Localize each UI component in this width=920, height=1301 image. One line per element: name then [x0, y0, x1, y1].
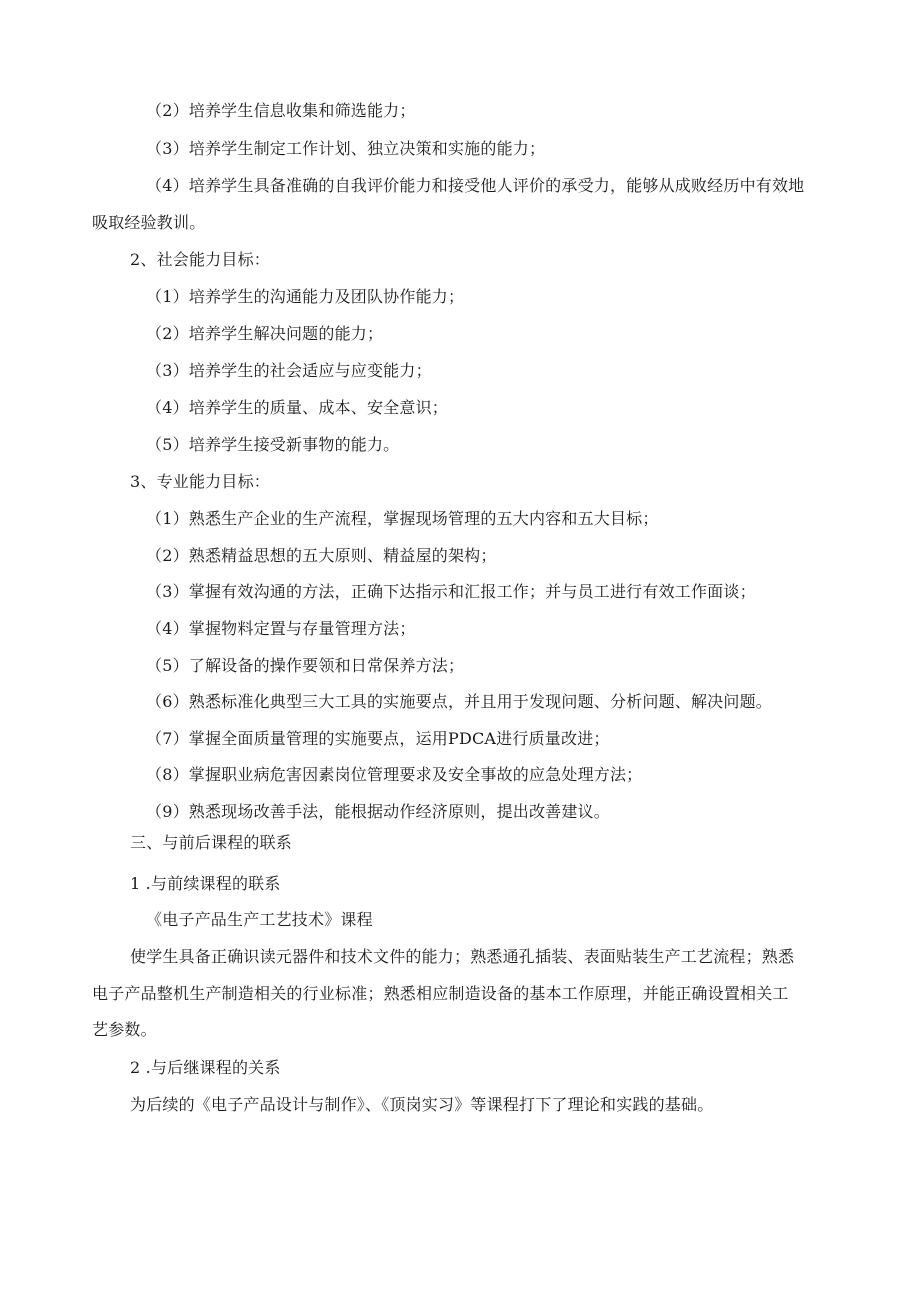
- professional-goal-9: （9）熟悉现场改善手法，能根据动作经济原则，提出改善建议。: [146, 802, 610, 821]
- professional-goals-heading: 3、专业能力目标：: [130, 472, 270, 491]
- professional-goal-6: （6）熟悉标准化典型三大工具的实施要点，并且用于发现问题、分析问题、解决问题。: [146, 692, 772, 711]
- professional-goal-1: （1）熟悉生产企业的生产流程，掌握现场管理的五大内容和五大目标；: [146, 509, 659, 528]
- method-goal-4: （4）培养学生具备准确的自我评价能力和接受他人评价的承受力，能够从成败经历中有效地: [146, 176, 805, 195]
- social-goal-5: （5）培养学生接受新事物的能力。: [146, 435, 400, 454]
- next-course-heading: 2 .与后继课程的关系: [130, 1058, 281, 1077]
- prior-course-text-line-2: 电子产品整机生产制造相关的行业标准；熟悉相应制造设备的基本工作原理，并能正确设置相关工: [92, 984, 789, 1003]
- method-goal-2: （2）培养学生信息收集和筛选能力；: [146, 101, 416, 120]
- professional-goal-7: （7）掌握全面质量管理的实施要点，运用PDCA进行质量改进；: [146, 729, 610, 748]
- social-goal-1: （1）培养学生的沟通能力及团队协作能力；: [146, 287, 465, 306]
- next-course-text: 为后续的《电子产品设计与制作》、《顶岗实习》等课程打下了理论和实践的基础。: [130, 1095, 714, 1114]
- professional-goal-3: （3）掌握有效沟通的方法，正确下达指示和汇报工作；并与员工进行有效工作面谈；: [146, 582, 756, 601]
- social-goal-3: （3）培养学生的社会适应与应变能力；: [146, 361, 432, 380]
- social-goals-heading: 2、社会能力目标：: [130, 250, 270, 269]
- professional-goal-5: （5）了解设备的操作要领和日常保养方法；: [146, 656, 465, 675]
- prior-course-heading: 1 .与前续课程的联系: [130, 874, 281, 893]
- professional-goal-2: （2）熟悉精益思想的五大原则、精益屋的架构；: [146, 546, 497, 565]
- social-goal-2: （2）培养学生解决问题的能力；: [146, 324, 384, 343]
- prior-course-text-line-3: 艺参数。: [92, 1020, 157, 1039]
- social-goal-4: （4）培养学生的质量、成本、安全意识；: [146, 398, 448, 417]
- prior-course-title: 《电子产品生产工艺技术》课程: [146, 910, 373, 929]
- relations-heading: 三、与前后课程的联系: [130, 833, 293, 852]
- professional-goal-4: （4）掌握物料定置与存量管理方法；: [146, 619, 416, 638]
- prior-course-text-line-1: 使学生具备正确识读元器件和技术文件的能力；熟悉通孔插装、表面贴装生产工艺流程；熟悉: [130, 947, 795, 966]
- method-goal-3: （3）培养学生制定工作计划、独立决策和实施的能力；: [146, 139, 546, 158]
- method-goal-4-continued: 吸取经验教训。: [92, 213, 206, 232]
- professional-goal-8: （8）掌握职业病危害因素岗位管理要求及安全事故的应急处理方法；: [146, 765, 643, 784]
